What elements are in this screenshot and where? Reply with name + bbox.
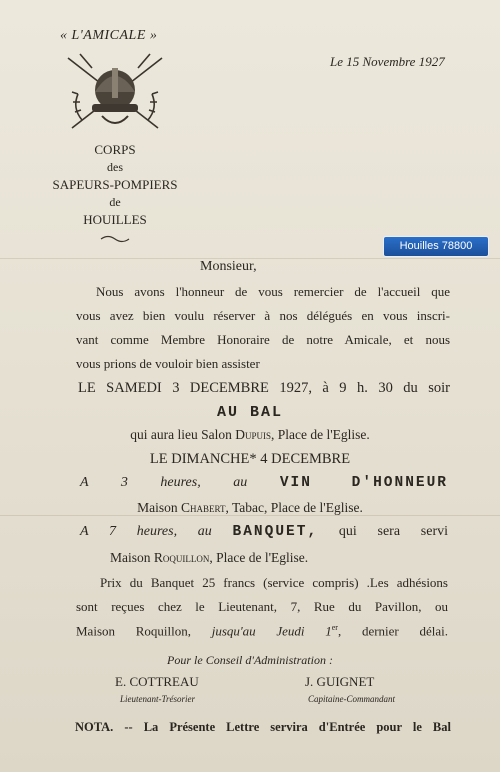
sapeurs-pompiers-line: SAPEURS-POMPIERS bbox=[52, 177, 178, 192]
amicale-heading: « L'AMICALE » bbox=[60, 28, 158, 43]
prix-text: , dernier délai. bbox=[337, 623, 448, 639]
signature-name: E. COTTREAU bbox=[115, 674, 199, 689]
banquet-line bbox=[80, 524, 448, 540]
ville-line: HOUILLES bbox=[83, 212, 147, 227]
watermark-badge: Houilles 78800 bbox=[383, 236, 489, 257]
salon-line bbox=[0, 427, 500, 443]
paragraph-line: vous avez bien voulu réserver à nos délégués en vous inscri- bbox=[76, 308, 450, 323]
firefighter-helmet-emblem-icon bbox=[62, 50, 168, 136]
dimanche-line: LE DIMANCHE* 4 DECEMBRE bbox=[149, 451, 351, 467]
roquillon-text: Maison bbox=[110, 550, 154, 565]
deadline-text: jusqu'au Jeudi 1 bbox=[211, 623, 332, 639]
chabert-text: Maison bbox=[137, 500, 182, 515]
ornament-flourish-icon bbox=[100, 234, 130, 244]
banquet-time: A 7 heures, au bbox=[80, 524, 212, 539]
corps-line: CORPS bbox=[94, 142, 136, 157]
au-bal-title: AU BAL bbox=[216, 404, 283, 421]
signature-name: J. GUIGNET bbox=[305, 674, 375, 689]
prix-text: Maison Roquillon, bbox=[76, 623, 212, 639]
samedi-line: LE SAMEDI 3 DECEMBRE 1927, à 9 h. 30 du soir bbox=[78, 380, 450, 396]
signature-role: Lieutenant-Trésorier bbox=[120, 694, 196, 704]
roquillon-name: Roquillon bbox=[153, 550, 210, 565]
prix-line: Prix du Banquet 25 francs (service compris) .Les adhésions bbox=[100, 575, 448, 590]
des-line: des bbox=[107, 160, 123, 174]
prix-line: sont reçues chez le Lieutenant, 7, Rue du Pavillon, ou bbox=[76, 599, 448, 614]
ordinal-suffix: er bbox=[331, 623, 338, 632]
vin-time: A 3 heures, au bbox=[80, 475, 248, 490]
chabert-name: Chabert bbox=[181, 500, 226, 515]
letter-date: Le 15 Novembre 1927 bbox=[330, 54, 445, 69]
banquet-title: BANQUET, bbox=[232, 524, 319, 540]
paragraph-line: vant comme Membre Honoraire de notre Amicale, et nous bbox=[76, 332, 450, 347]
banquet-suffix: qui sera servi bbox=[338, 524, 448, 539]
conseil-line: Pour le Conseil d'Administration : bbox=[167, 653, 333, 667]
paragraph-line: vous prions de vouloir bien assister bbox=[76, 356, 260, 371]
prix-line bbox=[76, 623, 448, 639]
nota-line: NOTA. -- La Présente Lettre servira d'Entrée pour le Bal bbox=[75, 720, 451, 734]
roquillon-line bbox=[110, 550, 308, 566]
vin-honneur-title: VIN D'HONNEUR bbox=[279, 475, 448, 491]
salon-text: , Place de l'Eglise. bbox=[270, 427, 370, 442]
chabert-text: , Tabac, Place de l'Eglise. bbox=[225, 500, 363, 515]
salutation: Monsieur, bbox=[200, 259, 257, 274]
paragraph-line: Nous avons l'honneur de vous remercier de l'accueil que bbox=[96, 284, 450, 299]
vin-honneur-line bbox=[80, 475, 448, 491]
signature-role: Capitaine-Commandant bbox=[308, 694, 395, 704]
salon-name: Dupuis bbox=[235, 427, 271, 442]
chabert-line bbox=[0, 500, 500, 516]
salon-text: qui aura lieu Salon bbox=[130, 427, 236, 442]
de-line: de bbox=[109, 195, 121, 209]
roquillon-text: , Place de l'Eglise. bbox=[209, 550, 309, 565]
